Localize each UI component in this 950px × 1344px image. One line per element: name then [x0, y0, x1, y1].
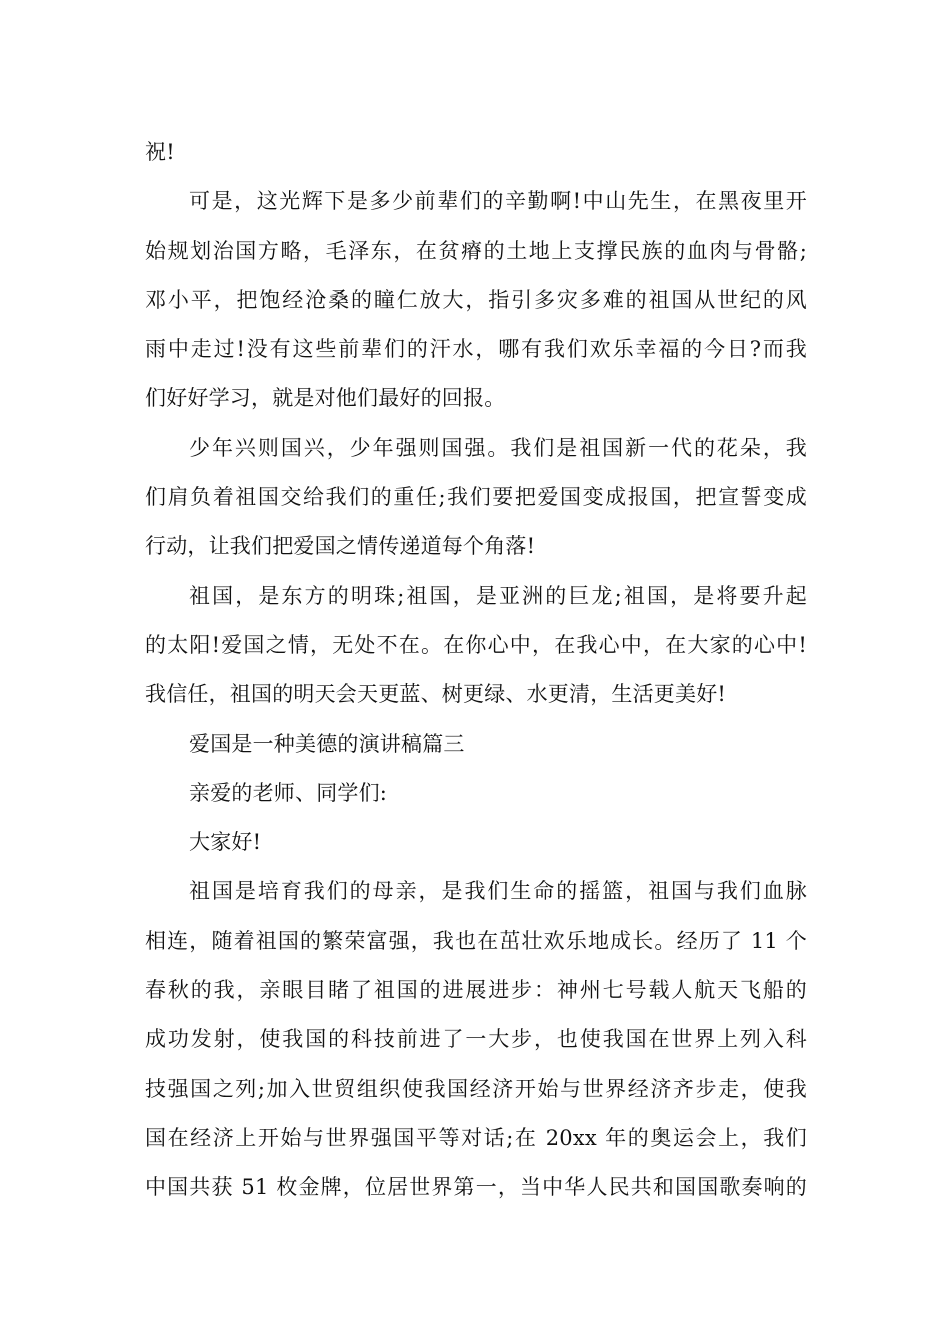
text-line-2: 可是，这光辉下是多少前辈们的辛勤啊!中山先生，在黑夜里开 — [189, 189, 807, 214]
text-line-21: 国在经济上开始与世界强国平等对话;在 20xx 年的奥运会上，我们 — [145, 1125, 807, 1150]
text-line-16: 祖国是培育我们的母亲，是我们生命的摇篮，祖国与我们血脉 — [189, 879, 807, 904]
document-page — [145, 128, 807, 1213]
greeting: 大家好! — [189, 830, 262, 855]
text-line-20: 技强国之列;加入世贸组织使我国经济开始与世界经济齐步走，使我 — [145, 1076, 807, 1101]
text-line-8: 们肩负着祖国交给我们的重任;我们要把爱国变成报国，把宣誓变成 — [145, 485, 807, 510]
text-line-11: 的太阳!爱国之情，无处不在。在你心中，在我心中，在大家的心中! — [145, 632, 807, 657]
text-line-19: 成功发射，使我国的科技前进了一大步，也使我国在世界上列入科 — [145, 1027, 807, 1052]
text-line-4: 邓小平，把饱经沧桑的瞳仁放大，指引多灾多难的祖国从世纪的风 — [145, 287, 807, 312]
text-line-7: 少年兴则国兴，少年强则国强。我们是祖国新一代的花朵，我 — [189, 435, 807, 460]
text-line-5: 雨中走过!没有这些前辈们的汗水，哪有我们欢乐幸福的今日?而我 — [145, 337, 807, 362]
text-line-6: 们好好学习，就是对他们最好的回报。 — [145, 386, 506, 411]
text-line-10: 祖国，是东方的明珠;祖国，是亚洲的巨龙;祖国，是将要升起 — [189, 583, 807, 608]
section-heading: 爱国是一种美德的演讲稿篇三 — [189, 731, 465, 756]
text-line-9: 行动，让我们把爱国之情传递道每个角落! — [145, 534, 536, 559]
text-line-22: 中国共获 51 枚金牌，位居世界第一，当中华人民共和国国歌奏响的 — [145, 1175, 807, 1200]
text-line-18: 春秋的我，亲眼目睹了祖国的进展进步：神州七号载人航天飞船的 — [145, 978, 807, 1003]
text-line-17: 相连，随着祖国的繁荣富强，我也在茁壮欢乐地成长。经历了 11 个 — [145, 928, 807, 953]
text-line-1: 祝! — [145, 140, 175, 164]
salutation: 亲爱的老师、同学们: — [189, 780, 388, 805]
text-line-3: 始规划治国方略，毛泽东，在贫瘠的土地上支撑民族的血肉与骨骼; — [145, 238, 807, 263]
text-line-12: 我信任，祖国的明天会天更蓝、树更绿、水更清，生活更美好! — [145, 682, 727, 707]
